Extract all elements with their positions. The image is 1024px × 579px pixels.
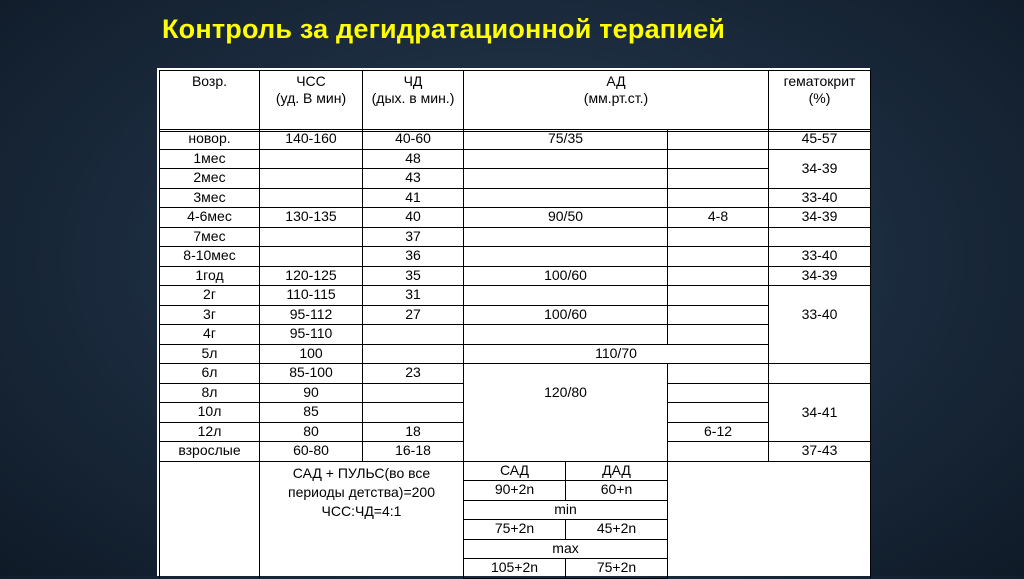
table-row	[160, 247, 871, 267]
cell-hr	[260, 149, 363, 169]
data-grid	[159, 129, 871, 579]
cell-age: 5л	[160, 344, 260, 364]
cell-hct: 33-40	[769, 188, 871, 208]
cell-bp	[464, 227, 668, 247]
cell-cvp	[668, 364, 769, 384]
cell-age: 3мес	[160, 188, 260, 208]
table-row	[160, 227, 871, 247]
cell-rr: 31	[363, 286, 464, 306]
cell-rr: 43	[363, 169, 464, 189]
header-hct: гематокрит (%)	[769, 71, 871, 132]
cell-bp: 90/50	[464, 208, 668, 228]
cell-age: 6л	[160, 364, 260, 384]
cell-hct: 34-39	[769, 266, 871, 286]
cell-hct	[769, 227, 871, 247]
cell-hct: 33-40	[769, 286, 871, 364]
cell-hct: 45-57	[769, 130, 871, 150]
cell-rr	[363, 325, 464, 345]
cell-age: 1мес	[160, 149, 260, 169]
cell-cvp: 4-8	[668, 208, 769, 228]
cell-rr: 27	[363, 305, 464, 325]
cell-hr: 90	[260, 383, 363, 403]
cell-rr: 16-18	[363, 442, 464, 462]
cell-cvp	[668, 149, 769, 169]
dehydration-therapy-table	[159, 70, 871, 132]
cell-age: 8л	[160, 383, 260, 403]
table-row	[160, 344, 871, 364]
header-row	[160, 71, 871, 132]
cell-hr: 60-80	[260, 442, 363, 462]
cell-age: 10л	[160, 403, 260, 423]
cell-bp	[464, 169, 668, 189]
cell-bp	[464, 188, 668, 208]
cell-rr: 23	[363, 364, 464, 384]
cell-hr: 100	[260, 344, 363, 364]
cell-hr: 85-100	[260, 364, 363, 384]
cell-bp	[464, 247, 668, 267]
header-bp: АД (мм.рт.ст.)	[464, 71, 769, 132]
cell-cvp	[668, 130, 769, 150]
cell-max-label: max	[464, 539, 668, 559]
cell-bp: 100/60	[464, 305, 668, 325]
cell-hr	[260, 247, 363, 267]
cell-age: 7мес	[160, 227, 260, 247]
table-row	[160, 286, 871, 306]
cell-sad-value: 90+2n	[464, 481, 566, 501]
cell-age: 1год	[160, 266, 260, 286]
cell-rr: 40	[363, 208, 464, 228]
cell-hr: 110-115	[260, 286, 363, 306]
cell-hr: 95-112	[260, 305, 363, 325]
cell-cvp	[668, 286, 769, 306]
cell-hct: 34-41	[769, 383, 871, 442]
cell-age: 12л	[160, 422, 260, 442]
cell-rr: 40-60	[363, 130, 464, 150]
cell-cvp: 6-12	[668, 422, 769, 442]
cell-age: 2г	[160, 286, 260, 306]
cell-cvp	[668, 442, 769, 462]
cell-rr: 48	[363, 149, 464, 169]
cell-hct: 37-43	[769, 442, 871, 462]
cell-bp	[464, 325, 668, 345]
cell-max-dad: 75+2n	[566, 559, 668, 579]
header-age: Возр.	[160, 71, 260, 132]
cell-rr	[363, 344, 464, 364]
table-row	[160, 305, 871, 325]
cell-hr: 80	[260, 422, 363, 442]
table-row	[160, 188, 871, 208]
cell-cvp	[668, 403, 769, 423]
cell-hct: 34-39	[769, 149, 871, 188]
cell-dad-value: 60+n	[566, 481, 668, 501]
cell-blank	[160, 461, 260, 578]
cell-min-dad: 45+2n	[566, 520, 668, 540]
cell-age: 3г	[160, 305, 260, 325]
cell-hct: 34-39	[769, 208, 871, 228]
cell-hr: 140-160	[260, 130, 363, 150]
cell-blank	[668, 461, 871, 578]
cell-rr: 18	[363, 422, 464, 442]
table-row	[160, 461, 871, 481]
cell-bp	[464, 286, 668, 306]
cell-age: 8-10мес	[160, 247, 260, 267]
cell-rr: 36	[363, 247, 464, 267]
cell-age: 4г	[160, 325, 260, 345]
table-row	[160, 325, 871, 345]
header-hr: ЧСС (уд. В мин)	[260, 71, 363, 132]
cell-cvp	[668, 247, 769, 267]
cell-cvp	[668, 383, 769, 403]
cell-hr	[260, 227, 363, 247]
cell-bp: 120/80	[464, 364, 668, 462]
cell-cvp	[668, 325, 769, 345]
cell-age: взрослые	[160, 442, 260, 462]
cell-cvp	[668, 169, 769, 189]
cell-rr: 35	[363, 266, 464, 286]
cell-hr: 95-110	[260, 325, 363, 345]
cell-dad-label: ДАД	[566, 461, 668, 481]
table-row	[160, 364, 871, 384]
table-row	[160, 130, 871, 150]
cell-rr	[363, 383, 464, 403]
cell-max-sad: 105+2n	[464, 559, 566, 579]
cell-rr	[363, 403, 464, 423]
cell-bp: 100/60	[464, 266, 668, 286]
table-row	[160, 169, 871, 189]
header-rr: ЧД (дых. в мин.)	[363, 71, 464, 132]
cell-hr	[260, 188, 363, 208]
cell-age: 4-6мес	[160, 208, 260, 228]
cell-age: 2мес	[160, 169, 260, 189]
cell-age: новор.	[160, 130, 260, 150]
cell-hct	[769, 364, 871, 384]
table-row	[160, 208, 871, 228]
cell-min-label: min	[464, 500, 668, 520]
cell-bp: 110/70	[464, 344, 769, 364]
cell-bp	[464, 149, 668, 169]
cell-hr	[260, 169, 363, 189]
cell-cvp	[668, 266, 769, 286]
cell-formula-text: САД + ПУЛЬС(во все периоды детства)=200 ЧСС:ЧД=4:1	[260, 461, 464, 578]
cell-sad-label: САД	[464, 461, 566, 481]
table-row	[160, 149, 871, 169]
cell-hr: 85	[260, 403, 363, 423]
cell-hr: 130-135	[260, 208, 363, 228]
cell-cvp	[668, 188, 769, 208]
cell-hr: 120-125	[260, 266, 363, 286]
cell-rr: 37	[363, 227, 464, 247]
cell-cvp	[668, 227, 769, 247]
cell-bp: 75/35	[464, 130, 668, 150]
cell-hct: 33-40	[769, 247, 871, 267]
cell-rr: 41	[363, 188, 464, 208]
cell-min-sad: 75+2n	[464, 520, 566, 540]
cell-cvp	[668, 305, 769, 325]
table-row	[160, 266, 871, 286]
slide-title: Контроль за дегидратационной терапией	[162, 14, 726, 44]
